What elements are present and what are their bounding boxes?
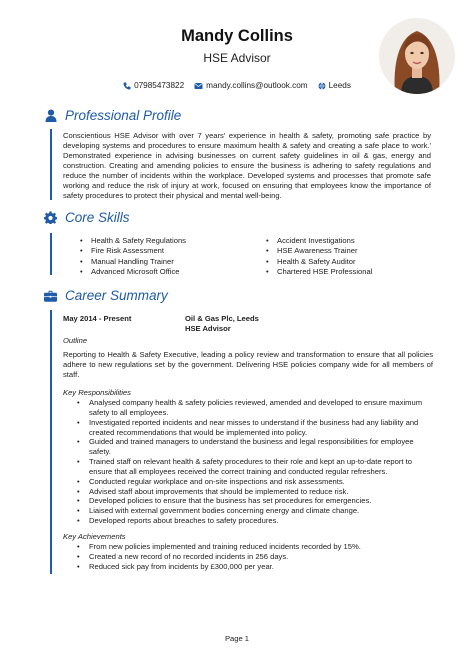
skill-item: • Chartered HSE Professional	[266, 267, 440, 277]
list-item: • Guided and trained managers to understand the business and legal responsibilities for employee safety.	[77, 437, 433, 457]
skills-section-heading	[44, 210, 130, 225]
role-title: HSE Advisor	[185, 324, 231, 333]
career-heading: Career Summary	[65, 288, 168, 303]
list-item: • Reduced sick pay from incidents by £300,000 per year.	[77, 562, 433, 572]
list-item: • Investigated reported incidents and near misses to understand if the business had any liability and created recommendations that would be implemented into policy.	[77, 418, 433, 438]
list-item: • Trained staff on relevant health & safety procedures to their role and kept an up-to-date report to ensure that all employees received the correct training and conducted regular refreshers.	[77, 457, 433, 477]
envelope-icon	[194, 82, 203, 90]
list-item: • Liaised with external government bodies concerning energy and climate change.	[77, 506, 433, 516]
company-name: Oil & Gas Plc, Leeds	[185, 314, 259, 323]
email-address: mandy.collins@outlook.com	[206, 81, 308, 90]
job-dates: May 2014 - Present	[63, 314, 132, 323]
skill-item: • Advanced Microsoft Office	[80, 267, 266, 277]
contact-phone	[123, 81, 184, 90]
job-employer	[185, 314, 259, 334]
outline-text: Reporting to Health & Safety Executive, leading a policy review and transformation to ensure that all policies adhere to new regulations set by the government. Delivering HSE policies company wide for all members of staff.	[63, 350, 433, 379]
list-item: • From new policies implemented and training reduced incidents recorded by 15%.	[77, 542, 433, 552]
achievements-label: Key Achievements	[63, 532, 126, 541]
job-title: HSE Advisor	[203, 51, 271, 65]
list-item: • Developed reports about breaches to safety procedures.	[77, 516, 433, 526]
list-item: • Analysed company health & safety policies reviewed, amended and developed to ensure maximum safety to all employees.	[77, 398, 433, 418]
skills-list	[80, 236, 440, 277]
gear-icon	[44, 211, 57, 224]
briefcase-icon	[44, 289, 57, 302]
skill-item: • Manual Handling Trainer	[80, 257, 266, 267]
user-icon	[44, 109, 57, 122]
candidate-name: Mandy Collins	[181, 27, 293, 45]
list-item: • Conducted regular workplace and on-site inspections and risk assessments.	[77, 477, 433, 487]
skill-item: • Fire Risk Assessment	[80, 246, 266, 256]
skills-accent-bar	[50, 233, 52, 275]
skill-item: • Accident Investigations	[266, 236, 440, 246]
outline-label: Outline	[63, 336, 88, 345]
profile-section-heading	[44, 108, 181, 123]
profile-accent-bar	[50, 129, 52, 200]
phone-number: 07985473822	[134, 81, 185, 90]
location-text: Leeds	[328, 81, 351, 90]
list-item: • Developed policies to ensure that the business has set procedures for emergencies.	[77, 496, 433, 506]
phone-icon	[123, 82, 131, 90]
responsibilities-label: Key Responsibilities	[63, 388, 131, 397]
skill-item: • HSE Awareness Trainer	[266, 246, 440, 256]
career-accent-bar	[50, 310, 52, 574]
responsibilities-list	[77, 398, 433, 526]
contact-email	[194, 81, 307, 90]
profile-text: Conscientious HSE Advisor with over 7 years' experience in health & safety, promoting safe practice by developing systems and procedures to ensure maximum health & safety and creating a safe place to work.' Demonstrated experience in advising businesses on current safety guidelines in oil & gas, energy and construction. Creating and amending policies to ensure the business is adhering to safety regulations and reduce the number of incidents within the workplace. Developed systems and processes that promote safe working and reduce the risk of injury at work, focused on ensuring that employees know the importance of safety procedures to protect their physical and mental well-being.	[63, 131, 431, 200]
career-section-heading	[44, 288, 168, 303]
contact-location	[318, 81, 351, 90]
profile-heading: Professional Profile	[65, 108, 182, 123]
skills-heading: Core Skills	[65, 210, 130, 225]
globe-icon	[318, 82, 326, 90]
achievements-list	[77, 542, 433, 572]
list-item: • Advised staff about improvements that should be implemented to reduce risk.	[77, 487, 433, 497]
skill-item: • Health & Safety Auditor	[266, 257, 440, 267]
list-item: • Created a new record of no recorded incidents in 256 days.	[77, 552, 433, 562]
profile-photo	[379, 18, 455, 94]
page-number: Page 1	[224, 634, 250, 643]
skill-item: • Health & Safety Regulations	[80, 236, 266, 246]
